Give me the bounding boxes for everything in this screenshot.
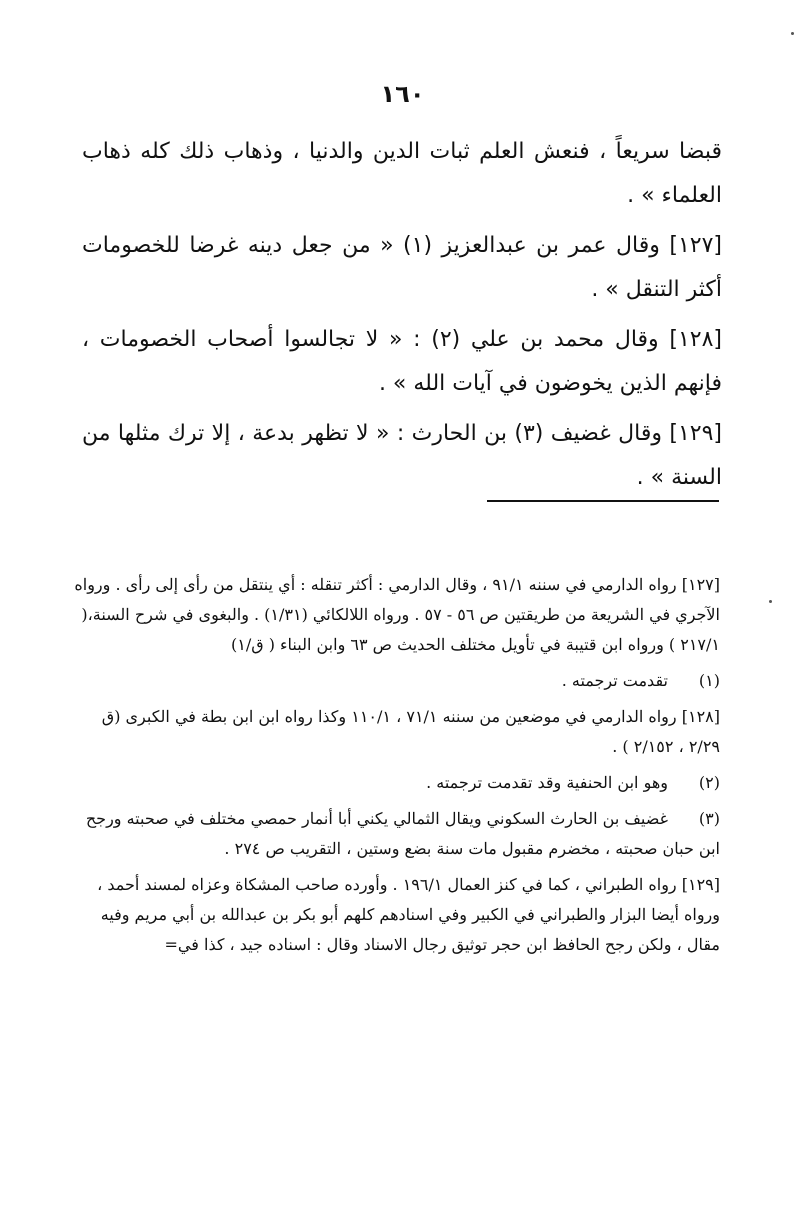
footnote-number: (١) bbox=[698, 671, 720, 690]
footnote-127 bbox=[70, 570, 720, 660]
footnote-2 bbox=[70, 768, 720, 798]
footnote-text: وهو ابن الحنفية وقد تقدمت ترجمته . bbox=[426, 773, 668, 792]
main-paragraph-127: [١٢٧] وقال عمر بن عبدالعزيز (١) « من جعل دينه غرضا للخصومات أكثر التنقل » . bbox=[82, 233, 722, 302]
footnote-number: (٣) bbox=[698, 809, 720, 828]
footnote-text: [١٢٧] رواه الدارمي في سننه ٩١/١ ، وقال الدارمي : أكثر تنقله : أي ينتقل من رأى إلى رأى . ورواه الآجري في الشريعة من طريقتين ص ٥٦ - ٥٧ . ورواه اللالكائي (١/٣١) . والبغوى في شرح السنة،( ٢١٧/١ ) ورواه ابن قتيبة في تأويل مختلف الحديث ص ٦٣ وابن البناء ( ق/١) bbox=[74, 575, 720, 654]
footnotes bbox=[70, 570, 720, 966]
footnote-number: (٢) bbox=[698, 773, 720, 792]
footnote-text: [١٢٨] رواه الدارمي في موضعين من سننه ٧١/١ ، ١١٠/١ وكذا رواه ابن ابن بطة في الكبرى (ق ٢/٢٩ ، ٢/١٥٢ ) . bbox=[101, 707, 720, 756]
footnote-text: [١٢٩] رواه الطبراني ، كما في كنز العمال ١٩٦/١ . وأورده صاحب المشكاة وعزاه لمسند أحمد ، ورواه أيضا البزار والطبراني في الكبير وفي اسنادهم كلهم أبو بكر بن عبدالله بن أبي مريم وفيه مقال ، ولكن رجح الحافظ ابن حجر توثيق رجال الاسناد وقال : اسناده جيد ، كذا في= bbox=[97, 875, 720, 954]
main-paragraph-128: [١٢٨] وقال محمد بن علي (٢) : « لا تجالسوا أصحاب الخصومات ، فإنهم الذين يخوضون في آيات الله » . bbox=[82, 327, 722, 396]
footnote-3 bbox=[70, 804, 720, 864]
scan-speck bbox=[791, 32, 794, 35]
main-text bbox=[82, 130, 722, 506]
main-paragraph-129: [١٢٩] وقال غضيف (٣) بن الحارث : « لا تظهر بدعة ، إلا ترك مثلها من السنة » . bbox=[82, 421, 723, 490]
footnote-129 bbox=[70, 870, 720, 960]
page-number: ١٦٠ bbox=[380, 80, 425, 108]
footnote-128 bbox=[70, 702, 720, 762]
footnote-1 bbox=[70, 666, 720, 696]
scan-speck bbox=[769, 600, 772, 603]
footnote-separator bbox=[487, 500, 719, 502]
main-paragraph: قبضا سريعاً ، فنعش العلم ثبات الدين والدنيا ، وذهاب ذلك كله ذهاب العلماء » . bbox=[82, 139, 722, 208]
footnote-text: تقدمت ترجمته . bbox=[561, 671, 668, 690]
footnote-text: غضيف بن الحارث السكوني ويقال الثمالي يكني أبا أنمار حمصي مختلف في صحبته ورجح ابن حبان صحبته ، مخضرم مقبول مات سنة بضع وستين ، التقريب ص ٢٧٤ . bbox=[85, 809, 720, 858]
